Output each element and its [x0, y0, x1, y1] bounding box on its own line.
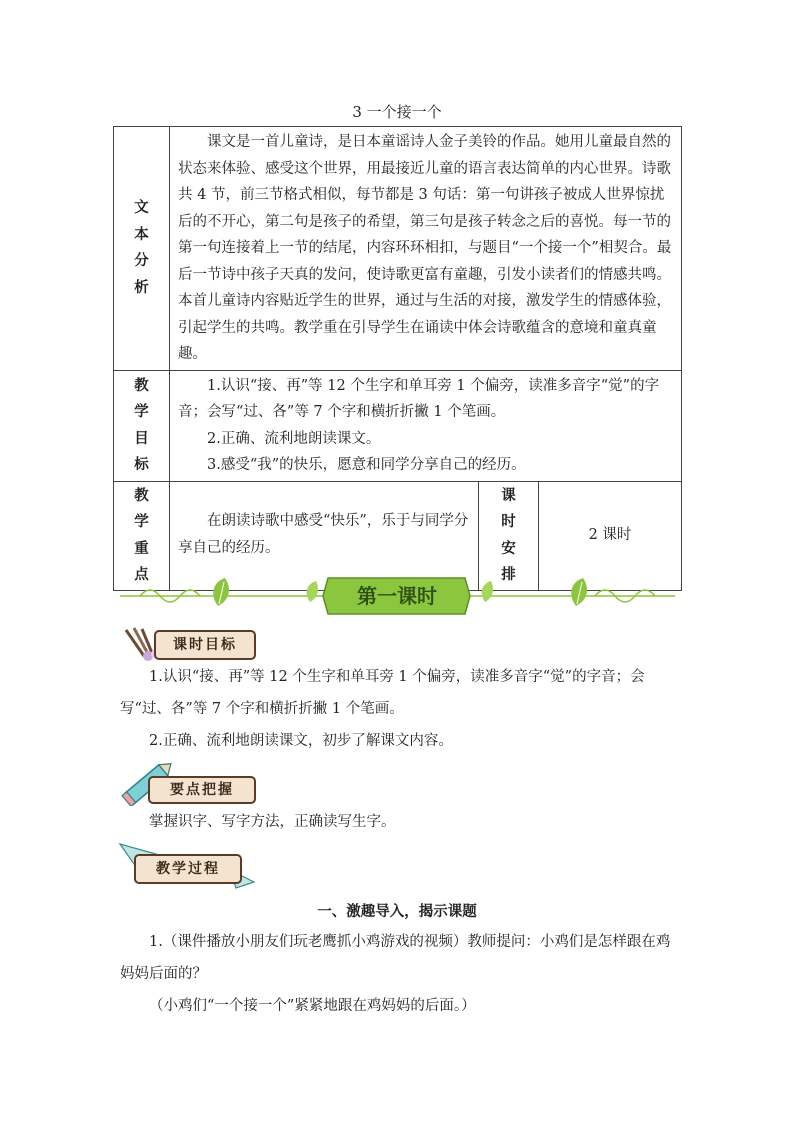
objectives-label-cell	[114, 370, 170, 481]
lesson-banner	[120, 572, 675, 620]
leaf-icon	[571, 578, 587, 606]
lesson-objective-item: 1.认识“接、再”等 12 个生字和单耳旁 1 个偏旁，读准多音字“觉”的字音；会写“过、各”等 7 个字和横折折撇 1 个笔画。	[120, 669, 645, 717]
step-1-answer: （小鸡们“一个接一个”紧紧地跟在鸡妈妈的后面。）	[149, 998, 476, 1014]
objectives-tag-label: 课时目标	[154, 630, 256, 660]
lesson-objective-item: 2.正确、流利地朗读课文，初步了解课文内容。	[149, 733, 453, 749]
focus-text: 在朗读诗歌中感受“快乐”，乐于与同学分享自己的经历。	[170, 481, 479, 590]
step-1: 1.（课件播放小朋友们玩老鹰抓小鸡游戏的视频）教师提问：小鸡们是怎样跟在鸡妈妈后面的？	[120, 934, 671, 982]
objective-item: 1.认识“接、再”等 12 个生字和单耳旁 1 个偏旁，读准多音字“觉”的字音；会写“过、各”等 7 个字和横折折撇 1 个笔画。	[178, 377, 660, 420]
lesson-objectives	[120, 661, 680, 757]
analysis-label: 文 本 分 析	[134, 199, 149, 296]
objectives-list	[170, 370, 682, 481]
analysis-text: 课文是一首儿童诗，是日本童谣诗人金子美铃的作品。她用儿童最自然的状态来体验、感受这个世界，用最接近儿童的语言表达简单的内心世界。诗歌共 4 节，前三节格式相似，每节都是 3 句话：第一句讲孩子被成人世界惊扰后的不开心，第二句是孩子的希望，第三句是孩子转念之后的喜悦。每一节的第一句连接着上一节的结尾，内容环环相扣，与题目“一个接一个”相契合。最后一节诗中孩子天真的发问，使诗歌更富有童趣，引发小读者们的情感共鸣。本首儿童诗内容贴近学生的世界，通过与生活的对接，激发学生的情感体验，引起学生的共鸣。教学重在引导学生在诵读中体会诗歌蕴含的意境和童真童趣。	[170, 127, 682, 371]
analysis-row	[114, 127, 682, 371]
leaf-icon	[482, 581, 493, 602]
analysis-label-cell	[114, 127, 170, 371]
section-heading: 一、激趣导入，揭示课题	[317, 903, 477, 920]
leaf-icon	[213, 578, 229, 606]
process-tag	[118, 840, 258, 892]
lesson-title: 3 一个接一个	[352, 103, 442, 121]
objectives-tag	[118, 626, 258, 664]
objectives-row	[114, 370, 682, 481]
schedule-label: 课 时 安 排	[501, 486, 516, 583]
key-points-tag	[118, 760, 258, 806]
focus-label: 教 学 重 点	[134, 486, 149, 583]
leaf-icon	[307, 581, 318, 602]
key-points-tag-label: 要点把握	[148, 776, 256, 804]
objective-item: 2.正确、流利地朗读课文。	[207, 430, 381, 447]
objective-item: 3.感受“我”的快乐，愿意和同学分享自己的经历。	[207, 457, 526, 473]
banner-title: 第一课时	[357, 584, 437, 608]
process-tag-label: 教学过程	[134, 854, 242, 884]
objectives-label: 教 学 目 标	[134, 376, 149, 473]
schedule-value: 2 课时	[539, 481, 682, 590]
lesson-plan-table	[113, 126, 682, 591]
key-points-text: 掌握识字、写字方法，正确读写生字。	[149, 814, 396, 830]
